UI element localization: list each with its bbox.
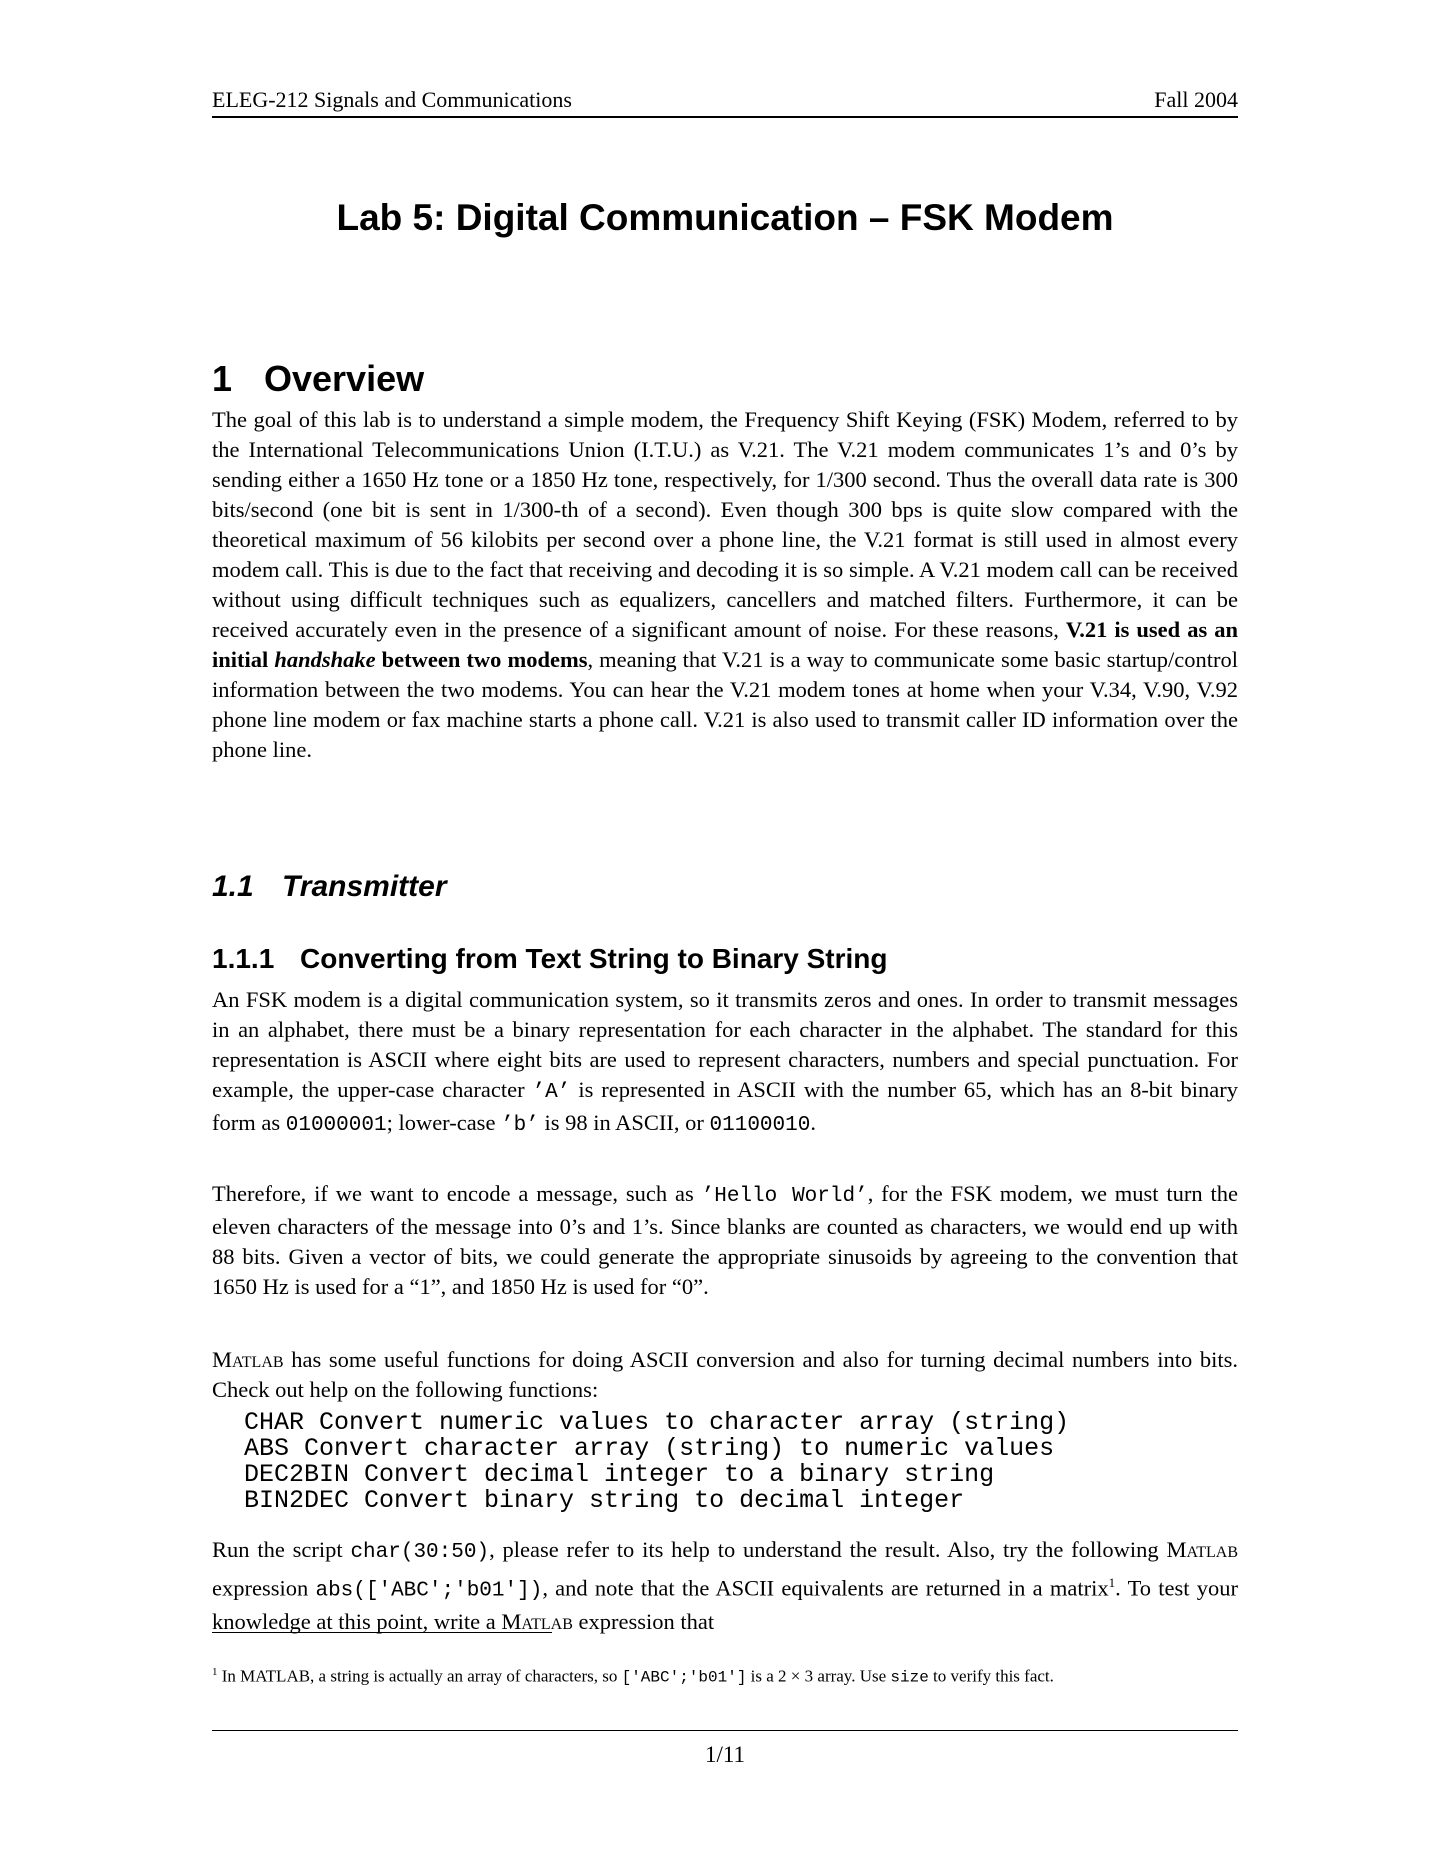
text-run: , for the FSK modem, we must turn the eleven characters of the message into 0’s and 1’s. Since blanks are counted as characters, we would end up with 88 bits. Given a vector of bits, we could generate the appropriate sinusoids by agreeing to the convention that 1650 Hz is used for a “1”, and 1850 Hz is used for “0”. [212, 1181, 1238, 1299]
section-number: 1.1 [212, 870, 254, 903]
text-run: An FSK modem is a digital communication system, so it transmits zeros and ones. In order to transmit messages in an alphabet, there must be a binary representation for each character in the alphabet. The standard for this representation is ASCII where eight bits are used to represent characters, numbers and special punctuation. For example, the upper-case character [212, 987, 1238, 1102]
running-header [212, 86, 1238, 118]
overview-paragraph [212, 405, 1238, 765]
text-run: expression that [572, 1608, 715, 1634]
inline-code: ’A’ [532, 1081, 571, 1104]
footnote-marker: 1 [1108, 1575, 1116, 1590]
text-run: expression [212, 1575, 316, 1601]
section-heading-overview [212, 357, 424, 401]
text-run: Run the script [212, 1537, 351, 1562]
function-list-code-block [244, 1410, 1144, 1514]
italic-run: handshake [274, 647, 376, 672]
small-caps-run: Matlab [212, 1347, 284, 1372]
ascii-paragraph [212, 985, 1238, 1141]
text-run: has some useful functions for doing ASCII conversion and also for turning decimal numbers into bits. Check out help on the following functions: [212, 1347, 1238, 1402]
code-line: ABS Convert character array (string) to numeric values [244, 1434, 1055, 1463]
script-paragraph [212, 1535, 1238, 1637]
inline-code: ['ABC';'b01'] [621, 1668, 747, 1687]
footnote [212, 1660, 1238, 1690]
code-line: DEC2BIN Convert decimal integer to a binary string [244, 1460, 995, 1489]
matlab-functions-paragraph [212, 1345, 1238, 1405]
section-title: Converting from Text String to Binary String [300, 943, 888, 974]
text-run: is represented in ASCII with the number 65, which has an 8-bit binary form as [212, 1077, 1238, 1135]
inline-code: ’b’ [501, 1114, 539, 1137]
small-caps-run: Matlab [501, 1608, 573, 1634]
header-course: ELEG-212 Signals and Communications [212, 87, 572, 112]
text-run: ; lower-case [386, 1110, 502, 1135]
small-caps-run: Matlab [1166, 1537, 1239, 1562]
footnote-divider [212, 1632, 552, 1633]
encoding-paragraph [212, 1179, 1238, 1302]
text-run: . To test your knowledge at this point, write a [212, 1575, 1238, 1634]
text-run: V.21 is used as an initial [212, 617, 1238, 672]
text-run: The goal of this lab is to understand a simple modem, the Frequency Shift Keying (FSK) Modem, referred to by the International Telecommunications Union (I.T.U.) as V.21. The V.21 modem communicates 1’s and 0’s by sending either a 1650 Hz tone or a 1850 Hz tone, respectively, for 1/300 second. Thus the overall data rate is 300 bits/second (one bit is sent in 1/300-th of a second). Even though 300 bps is quite slow compared with the theoretical maximum of 56 kilobits per second over a phone line, the V.21 format is still used in almost every modem call. This is due to the fact that receiving and decoding it is so simple. A V.21 modem call can be received without using difficult techniques such as equalizers, cancellers and matched filters. Furthermore, it can be received accurately even in the presence of a significant amount of noise. For these reasons, [212, 407, 1238, 642]
section-heading-transmitter [212, 869, 447, 905]
text-run: between two modems [375, 647, 588, 672]
text-run: . [810, 1110, 816, 1135]
inline-code: size [890, 1668, 929, 1687]
footnote-number: 1 [212, 1666, 218, 1678]
text-run: to verify this fact. [928, 1666, 1054, 1686]
section-number: 1 [212, 358, 233, 399]
code-line: BIN2DEC Convert binary string to decimal integer [244, 1486, 965, 1515]
text-run: , meaning that V.21 is a way to communicate some basic startup/control information between the two modems. You can hear the V.21 modem tones at home when your V.34, V.90, V.92 phone line modem or fax machine starts a phone call. V.21 is also used to transmit caller ID information over the phone line. [212, 647, 1238, 762]
text-run: In MATLAB, a string is actually an array of characters, so [217, 1666, 622, 1686]
inline-code: 01000001 [285, 1114, 387, 1137]
inline-code: abs(['ABC';'b01']) [315, 1579, 543, 1603]
inline-code: char(30:50) [350, 1541, 490, 1564]
section-title: Transmitter [282, 870, 447, 903]
section-title: Overview [264, 358, 425, 399]
section-number: 1.1.1 [212, 943, 275, 974]
document-title: Lab 5: Digital Communication – FSK Modem [336, 197, 1114, 238]
footer-divider [212, 1730, 1238, 1731]
code-line: CHAR Convert numeric values to character array (string) [244, 1408, 1070, 1437]
text-run: is 98 in ASCII, or [538, 1110, 710, 1135]
page-number: 1/11 [704, 1742, 746, 1767]
inline-code: 01100010 [709, 1114, 811, 1137]
text-run: is a 2 × 3 array. Use [746, 1666, 891, 1686]
text-run: , and note that the ASCII equivalents are returned in a matrix [542, 1575, 1109, 1601]
text-run: Therefore, if we want to encode a message, such as [212, 1181, 702, 1206]
header-term: Fall 2004 [1154, 87, 1238, 112]
inline-code: ’Hello World’ [701, 1185, 868, 1208]
section-heading-converting [212, 942, 888, 976]
text-run: , please refer to its help to understand the result. Also, try the following [489, 1537, 1167, 1562]
